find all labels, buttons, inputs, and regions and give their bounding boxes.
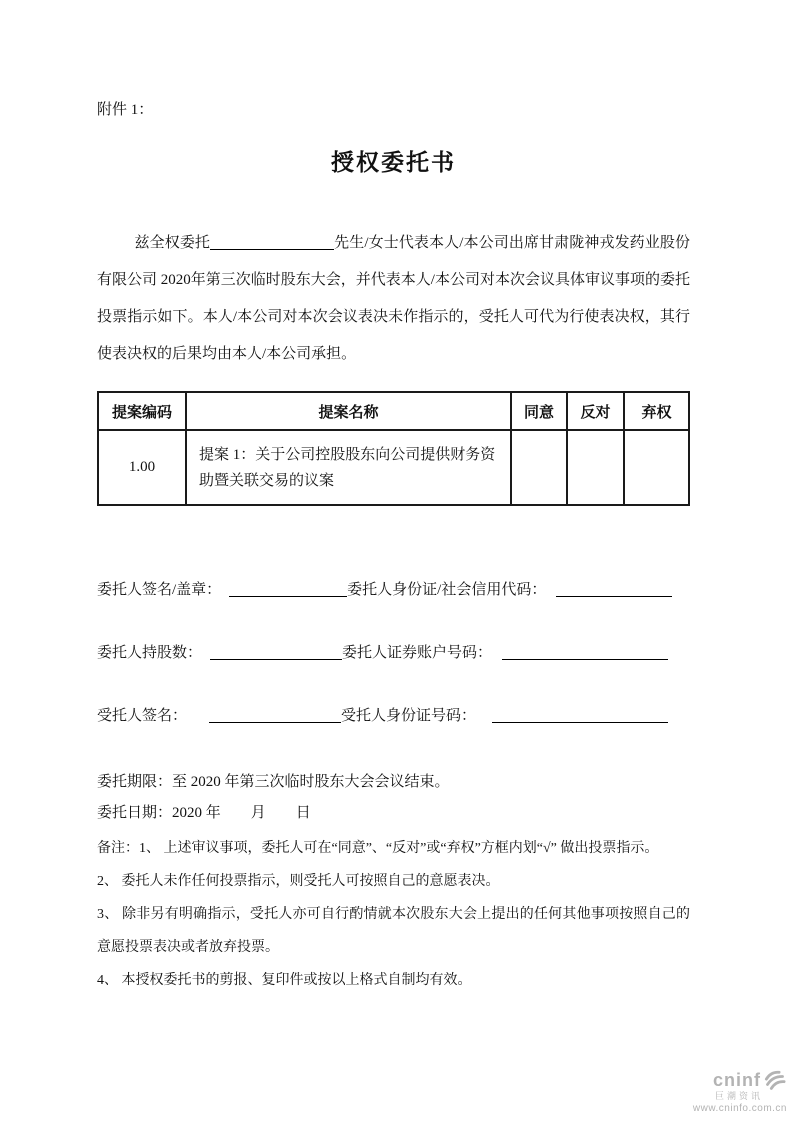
table-row	[98, 430, 689, 505]
intro-paragraph	[97, 225, 690, 373]
attorney-name-blank	[210, 234, 334, 250]
principal-id-label: 委托人身份证/社会信用代码：	[347, 582, 547, 598]
principal-sign-label: 委托人签名/盖章：	[97, 582, 222, 598]
page-title: 授权委托书	[331, 149, 456, 175]
agent-id-blank	[492, 707, 668, 723]
agent-id-label: 受托人身份证号码：	[341, 708, 477, 724]
against-vote-cell	[567, 430, 624, 505]
note-line-1: 备注：1、 上述审议事项，委托人可在“同意”、“反对”或“弃权”方框内划“√” 做出投票指示。	[97, 841, 659, 856]
proxy-period-line: 委托期限：至 2020 年第三次临时股东大会会议结束。	[97, 774, 450, 790]
cninfo-brand-row	[693, 1070, 787, 1091]
principal-account-blank	[502, 644, 668, 660]
cninfo-swirl-icon	[763, 1070, 787, 1091]
agree-vote-cell	[511, 430, 567, 505]
cninfo-watermark	[693, 1070, 787, 1114]
note-line-4: 4、 本授权委托书的剪报、复印件或按以上格式自制均有效。	[97, 973, 472, 988]
signature-row-principal-sign	[97, 580, 690, 600]
principal-sign-blank	[229, 581, 347, 597]
intro-body: 先生/女士代表本人/本公司出席甘肃陇神戎发药业股份有限公司 2020年第三次临时股东大会，并代表本人/本公司对本次会议具体审议事项的委托投票指示如下。本人/本公司对本次会议表决未作指示的，受托人可代为行使表决权，其行使表决权的后果均由本人/本公司承担。	[97, 235, 690, 362]
principal-id-blank	[556, 581, 672, 597]
notes-section	[97, 832, 690, 997]
cninfo-cn-name: 巨潮资讯	[714, 1091, 763, 1102]
proposal-vote-table	[97, 391, 690, 506]
agent-sign-blank	[209, 707, 341, 723]
principal-shares-label: 委托人持股数：	[97, 645, 203, 661]
col-header-proposal-code: 提案编码	[98, 392, 186, 430]
cninfo-url: www.cninfo.com.cn	[692, 1102, 787, 1114]
col-header-abstain: 弃权	[624, 392, 689, 430]
cninfo-brand-text: cninf	[713, 1070, 761, 1091]
principal-account-label: 委托人证券账户号码：	[342, 645, 493, 661]
col-header-agree: 同意	[511, 392, 567, 430]
proxy-date-line: 委托日期：2020 年 月 日	[97, 805, 311, 821]
signature-row-agent-sign	[97, 706, 690, 726]
attachment-label: 附件 1：	[97, 102, 154, 118]
principal-shares-blank	[210, 644, 342, 660]
signature-row-principal-shares	[97, 643, 690, 663]
col-header-proposal-name: 提案名称	[186, 392, 511, 430]
intro-prefix: 兹全权委托	[134, 235, 211, 251]
abstain-vote-cell	[624, 430, 689, 505]
note-line-3: 3、 除非另有明确指示，受托人亦可自行酌情就本次股东大会上提出的任何其他事项按照自己的意愿投票表决或者放弃投票。	[97, 907, 690, 955]
agent-sign-label: 受托人签名：	[97, 708, 188, 724]
note-line-2: 2、 委托人未作任何投票指示，则受托人可按照自己的意愿表决。	[97, 874, 500, 889]
table-header-row	[98, 392, 689, 430]
col-header-against: 反对	[567, 392, 624, 430]
proposal-code-cell: 1.00	[98, 430, 186, 505]
proposal-name-cell: 提案 1：关于公司控股股东向公司提供财务资助暨关联交易的议案	[186, 430, 511, 505]
